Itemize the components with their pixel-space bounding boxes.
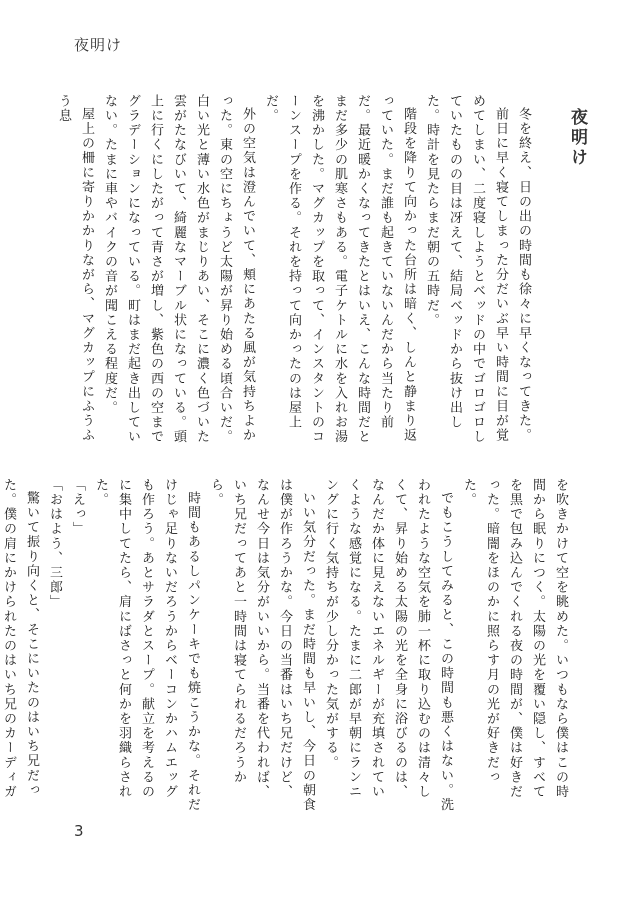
dialogue-line: 「えっ」 bbox=[70, 478, 85, 537]
text-band-bottom bbox=[1, 478, 572, 813]
paragraph: 外の空気は澄んでいて、頬にあたる風が気持ちよかった。東の空にちょうど太陽が昇り始める頃合いだ。白い光と薄い水色がまじりあい、そこに濃く色づいた雲がたなびいて、綺麗なマーブル状になっている。頭上に行くにしたがって青さが増し、紫色の西の空までグラデーションになっている。町はまだ起き出していない。たまに車やバイクの音が聞こえる程度だ。 bbox=[102, 94, 255, 445]
paragraph: 階段を降りて向かった台所は暗く、しんと静まり返っていた。まだ誰も起きていないんだから当たり前だ。最近暖かくなってきたとはいえ、こんな時間だとまだ多少の肌寒さもある。電子ケトルに水を入れお湯を沸かした。マグカップを取って、インスタントのコーンスープを作る。それを持って向かったのは屋上だ。 bbox=[263, 94, 416, 445]
page-number: 3 bbox=[74, 822, 84, 840]
story-title: 夜明け bbox=[567, 108, 587, 168]
paragraph: いい気分だった。まだ時間も早いし、今日の朝食は僕が作ろうかな。今日の当番はいち兄だけど、なんせ今日は気分がいいから。当番を代われば、いち兄だってあと一時間は寝てられるだろうから。 bbox=[208, 478, 315, 813]
paragraph: でもこうしてみると、この時間も悪くはない。洗われたような空気を肺一杯に取り込むのは清々しくて、昇り始める太陽の光を全身に浴びるのは、なんだか体に見えないエネルギーが充填されていくような感覚になる。たまに二郎が早朝にランニングに行く気持ちが少し分かった気がする。 bbox=[323, 478, 453, 813]
dialogue-line: 「おはよう、三郎」 bbox=[47, 478, 62, 610]
paragraph: 時間もあるしパンケーキでも焼こうかな。それだけじゃ足りないだろうからベーコンかハムエッグも作ろう。あとサラダとスープ。献立を考えるのに集中してたら、肩にばさっと何かを羽織らされた。 bbox=[93, 478, 200, 813]
paragraph: 驚いて振り向くと、そこにいたのはいち兄だった。僕の肩にかけられたのはいち兄のカーディガ bbox=[1, 478, 39, 800]
running-head: 夜明け bbox=[74, 36, 123, 54]
paragraph: 前日に早く寝てしまった分だいぶ早い時間に目が覚めてしまい、二度寝しようとベッドの中でゴロゴロしていたものの目は冴えて、結局ベッドから抜け出した。時計を見たらまだ朝の五時だ。 bbox=[424, 94, 508, 445]
paragraph: 屋上の柵に寄りかかりながら、マグカップにふうふう息 bbox=[56, 94, 94, 443]
paragraph: 冬を終え、日の出の時間も徐々に早くなってきた。 bbox=[516, 107, 531, 443]
text-band-top bbox=[56, 94, 588, 452]
paragraph: を吹きかけて空を眺めた。いつもなら僕はこの時間から眠りにつく。太陽の光を覆い隠し、すべてを黒で包み込んでくれる夜の時間が、僕は好きだった。暗闇をほのかに照らす月の光が好きだった。 bbox=[461, 478, 568, 800]
